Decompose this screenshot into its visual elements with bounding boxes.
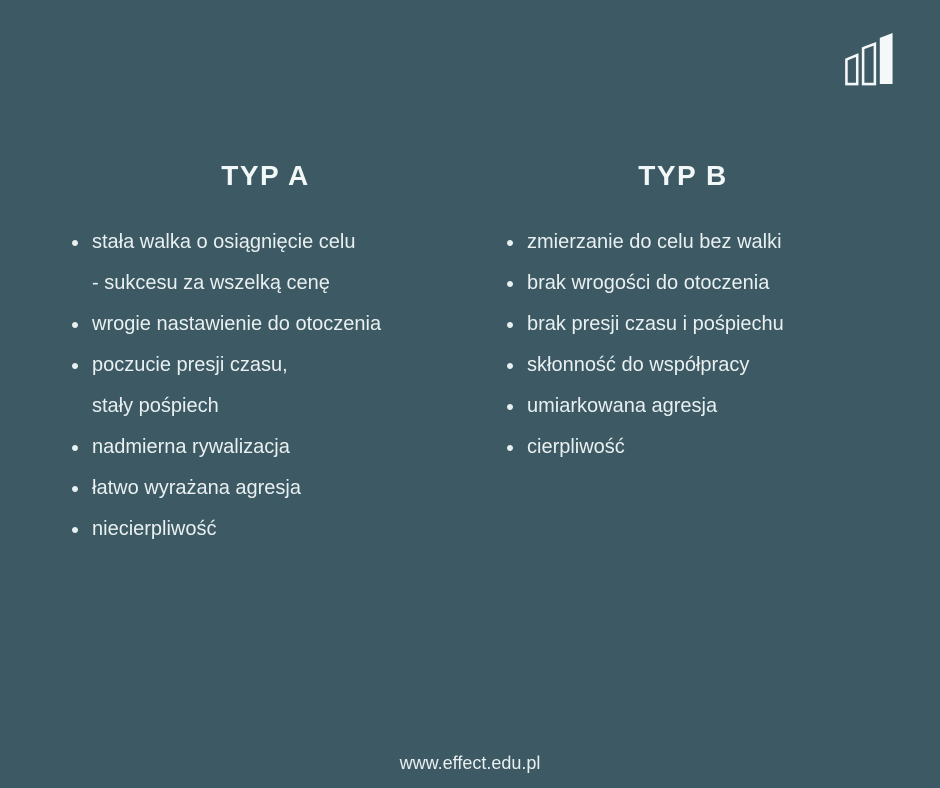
footer-url: www.effect.edu.pl (399, 753, 541, 773)
list-item (505, 263, 840, 304)
bullet-dot (507, 281, 513, 287)
bullet-dot (72, 486, 78, 492)
list-item (505, 427, 840, 468)
list-item-line: umiarkowana agresja (527, 395, 718, 417)
bullet-dot (507, 404, 513, 410)
list-item-line: stała walka o osiągnięcie celu (92, 231, 356, 253)
bullet-dot (507, 363, 513, 369)
list-item-line: poczucie presji czasu, (92, 354, 288, 376)
bullet-dot (72, 445, 78, 451)
list-item (70, 509, 440, 550)
list-item-line: cierpliwość (527, 436, 625, 458)
bullet-dot (72, 363, 78, 369)
list-item (70, 222, 440, 304)
list-item-line: brak wrogości do otoczenia (527, 272, 770, 294)
bullet-dot (72, 322, 78, 328)
list-item (505, 345, 840, 386)
typ-a-list (70, 222, 440, 550)
list-item (70, 304, 440, 345)
bullet-dot (72, 527, 78, 533)
list-item-line: nadmierna rywalizacja (92, 436, 290, 458)
bar-chart-logo-icon (844, 33, 894, 86)
column-a-title: TYP A (221, 160, 310, 191)
column-b-title: TYP B (638, 160, 728, 191)
list-item (70, 427, 440, 468)
list-item (70, 468, 440, 509)
bullet-dot (72, 240, 78, 246)
list-item-line: brak presji czasu i pośpiechu (527, 313, 784, 335)
list-item-line: - sukcesu za wszelką cenę (92, 272, 330, 294)
column-typ-b (470, 160, 940, 550)
list-item-line: wrogie nastawienie do otoczenia (92, 313, 382, 335)
list-item-line: łatwo wyrażana agresja (92, 477, 301, 499)
bullet-dot (507, 322, 513, 328)
list-item (505, 222, 840, 263)
column-typ-a (0, 160, 470, 550)
list-item-line: skłonność do współpracy (527, 354, 750, 376)
list-item (505, 386, 840, 427)
list-item (70, 345, 440, 427)
bullet-dot (507, 240, 513, 246)
bullet-dot (507, 445, 513, 451)
list-item-line: niecierpliwość (92, 518, 217, 540)
list-item (505, 304, 840, 345)
list-item-line: stały pośpiech (92, 395, 219, 417)
list-item-line: zmierzanie do celu bez walki (527, 231, 782, 253)
typ-b-list (505, 222, 840, 468)
